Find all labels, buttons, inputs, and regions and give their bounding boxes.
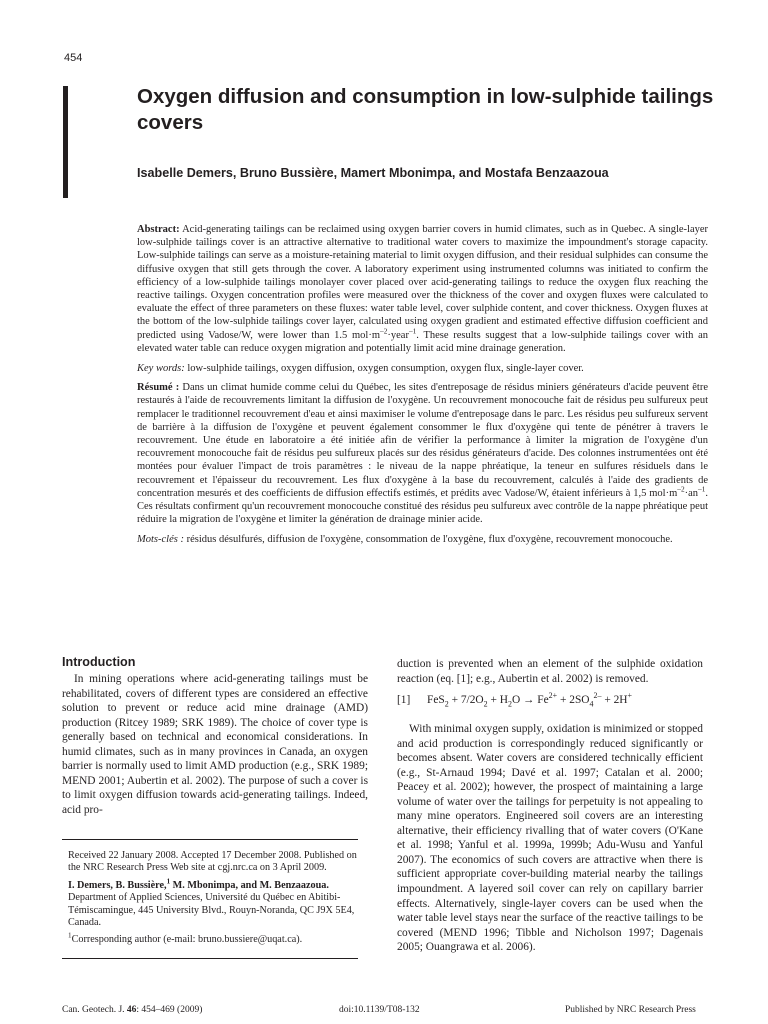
doi: doi:10.1139/T08-132 — [339, 1005, 420, 1015]
equation-part-fe: O → Fe — [511, 694, 549, 706]
abstract-label: Abstract: — [137, 224, 180, 235]
abstract-unit-exponent-2: –1 — [408, 326, 417, 336]
journal-pages: : 454–469 (2009) — [136, 1005, 203, 1015]
keywords-text: low-sulphide tailings, oxygen diffusion, oxygen consumption, oxygen flux, single-layer cover. — [187, 362, 584, 374]
resume-label: Résumé : — [137, 382, 180, 394]
abstract-section — [137, 223, 708, 553]
left-column — [62, 672, 368, 817]
publisher-credit: Published by NRC Research Press — [565, 1005, 696, 1015]
equation-part-o2: + 7/2O — [448, 694, 484, 706]
introduction-heading: Introduction — [62, 655, 136, 669]
resume-paragraph — [137, 381, 708, 526]
resume-text: Dans un climat humide comme celui du Québec, les sites d'entreposage de résidus miniers générateurs d'acide peuvent être restaurés à l'aide de recouvrements limitant la diffusion de l'oxygène. Un recouvrement monocouche fait de résidus peu sulfureux peut remplacer le traditionnel recouvrement d'eau et ainsi maximiser le volume d'entreposage dans le parc. Les résidus peu sulfureux servent de barrière à la diffusion de l'oxygène et peuvent également consommer le flux d'oxygène qui tente de pénétrer à travers le recouvrement. Une étude en laboratoire a été initiée afin de vérifier la performance à limiter la migration de l'oxygène d'un recouvrement monocouche fait de résidus peu sulfureux placés sur des résidus générateurs d'acide. Des colonnes instrumentées ont été montées pour évaluer l'impact de trois paramètres : le niveau de la nappe phréatique, la teneur en sulfures résiduels dans le recouvrement et l'épaisseur du recouvrement. Les flux d'oxygène à la base du recouvrement, calculés à l'aide des gradients de concentration mesurés et des coefficients de diffusion effectifs estimés, et prédits avec Vadose/W, étaient inférieurs à 1,5 mol·m — [137, 382, 709, 499]
equation-1 — [397, 691, 703, 709]
introduction-paragraph-continued: duction is prevented when an element of the sulphide oxidation reaction (eq. [1]; e.g., Aubertin et al. 2002) is removed. — [397, 658, 703, 685]
abstract-text-end: . These results suggest that a low-sulphide tailings cover with an elevated water table can reduce oxygen migration and potentially limit acid mine drainage generation. — [137, 329, 709, 354]
right-column — [397, 657, 703, 686]
equation-charge: + — [627, 691, 633, 701]
page-number: 454 — [64, 52, 83, 64]
equation-number: [1] — [397, 694, 411, 706]
keywords-label: Key words: — [137, 362, 185, 374]
equation-part-h: + 2H — [601, 694, 628, 706]
footnote-authors: I. Demers, B. Bussière, — [68, 879, 167, 891]
mots-cles-paragraph — [137, 533, 708, 546]
abstract-unit-exponent-1: –2 — [380, 326, 388, 336]
resume-unit-exponent-2: –1 — [698, 484, 706, 494]
affiliation: Department of Applied Sciences, Université du Québec en Abitibi-Témiscamingue, 445 University Blvd., Rouyn-Noranda, QC J9X 5E4, Canada. — [68, 892, 355, 929]
journal-volume: 46 — [126, 1005, 137, 1015]
footnote-authors-rest: M. Mbonimpa, and M. Benzaazoua. — [170, 879, 329, 891]
received-dates: Received 22 January 2008. Accepted 17 December 2008. Published on the NRC Research Press Web site at cgj.nrc.ca on 3 April 2009. — [68, 850, 357, 874]
corresponding-author — [68, 934, 358, 946]
introduction-paragraph-1: In mining operations where acid-generating tailings must be rehabilitated, covers of different types are considered an effective solution to prevent or reduce acid mine drainage (AMD) production (Ritcey 1989; SRK 1989). The choice of cover type is generally based on technical and economical considerations. In humid climates, such as in many provinces in Canada, an oxygen barrier is normally used to limit AMD production (e.g., SRK 1989; MEND 2001; Aubertin et al. 2002). The purpose of such a cover is to limit oxygen diffusion towards acid-generating tailings. Indeed, acid pro- — [62, 673, 368, 816]
equation-sub: 4 — [589, 699, 594, 709]
keywords-paragraph — [137, 362, 708, 375]
footnote-affiliation-block — [68, 877, 358, 930]
mots-cles-label: Mots-clés : — [137, 533, 184, 545]
journal-citation — [62, 1005, 202, 1015]
title-accent-bar — [63, 86, 68, 198]
right-column-lower — [397, 722, 703, 955]
author-list: Isabelle Demers, Bruno Bussière, Mamert Mbonimpa, and Mostafa Benzaazoua — [137, 166, 609, 180]
abstract-paragraph — [137, 223, 708, 355]
equation-charge: 2+ — [548, 691, 558, 701]
corresponding-author-text: Corresponding author (e-mail: bruno.bussiere@uqat.ca). — [71, 934, 303, 946]
introduction-paragraph-2: With minimal oxygen supply, oxidation is minimized or stopped and acid production is correspondingly reduced significantly or becomes absent. Water covers are considered technically efficient (e.g., St-Arnaud 1994; Davé et al. 1997; Catalan et al. 2000; Peacey et al. 2002); however, the prospect of maintaining a large volume of water over the tailings for perpetuity is not appealing to many mine operators. Engineered soil covers are an interesting alternative, their efficiency rivalling that of water covers (O'Kane et al. 1998; Yanful et al. 1999a, 1999b; Adu-Wusu and Yanful 2007). The economics of such covers are attractive when there is sufficient appropriate cover-building material nearby the tailings impoundment. A layered soil cover can rely on capillary barrier effects. Alternatively, single-layer covers can be used when the water table level stays near the surface of the reactive tailings to be covered (MEND 1996; Tibble and Nicholson 1997; Dagenais 2005; Ouangrawa et al. 2006). — [397, 723, 703, 954]
resume-unit-mid: ·an — [684, 487, 699, 499]
equation-sub: 2 — [483, 699, 488, 709]
mots-cles-text: résidus désulfurés, diffusion de l'oxygène, consommation de l'oxygène, flux d'oxygène, recouvrement monocouche. — [186, 533, 673, 545]
journal-name: Can. Geotech. J. — [62, 1005, 125, 1015]
article-title: Oxygen diffusion and consumption in low-sulphide tailings covers — [137, 85, 714, 134]
equation-charge: 2– — [593, 691, 602, 701]
equation-sub: 2 — [507, 699, 512, 709]
footnote-author-marker: 1 — [166, 877, 171, 886]
resume-unit-exponent-1: –2 — [677, 484, 685, 494]
article-info-footnote — [62, 839, 358, 959]
corresponding-marker: 1 — [68, 932, 72, 941]
equation-part-so4: + 2SO — [557, 694, 590, 706]
resume-text-end: . Ces résultats confirment qu'un recouvrement monocouche constitué des résidus peu sulfureux avec contrôle de la nappe phréatique peut réduire la migration de l'oxygène et limiter la génération de drainage minier acide. — [137, 487, 708, 526]
equation-part-fes: FeS — [427, 694, 445, 706]
equation-part-h2: + H — [487, 694, 508, 706]
abstract-text: Acid-generating tailings can be reclaimed using oxygen barrier covers in humid climates, such as in Quebec. A single-layer low-sulphide tailings cover is an attractive alternative to traditional water covers to maximize the impoundment's storage capacity. Low-sulphide tailings can serve as a moisture-retaining material to limit oxygen diffusion, and their residual sulphides can consume the diffusive oxygen that still gets through the cover. A laboratory experiment using instrumented columns was initiated to confirm the efficiency of a low-sulphide tailings monolayer cover placed over acid-generating tailings to reduce the oxygen flux reaching the reactive tailings. Oxygen concentration profiles were measured over the thickness of the cover and oxygen fluxes were calculated to evaluate the effect of three parameters on these fluxes: water table level, cover sulphide content, and cover thickness. Oxygen fluxes at the bottom of the low-sulphide tailings cover layer, calculated using oxygen gradient and estimated effective diffusion coefficient and predicted using Vadose/W, were lower than 1.5 mol·m — [137, 224, 709, 341]
equation-sub: 2 — [444, 699, 449, 709]
abstract-unit-mid: ·year — [387, 329, 409, 341]
